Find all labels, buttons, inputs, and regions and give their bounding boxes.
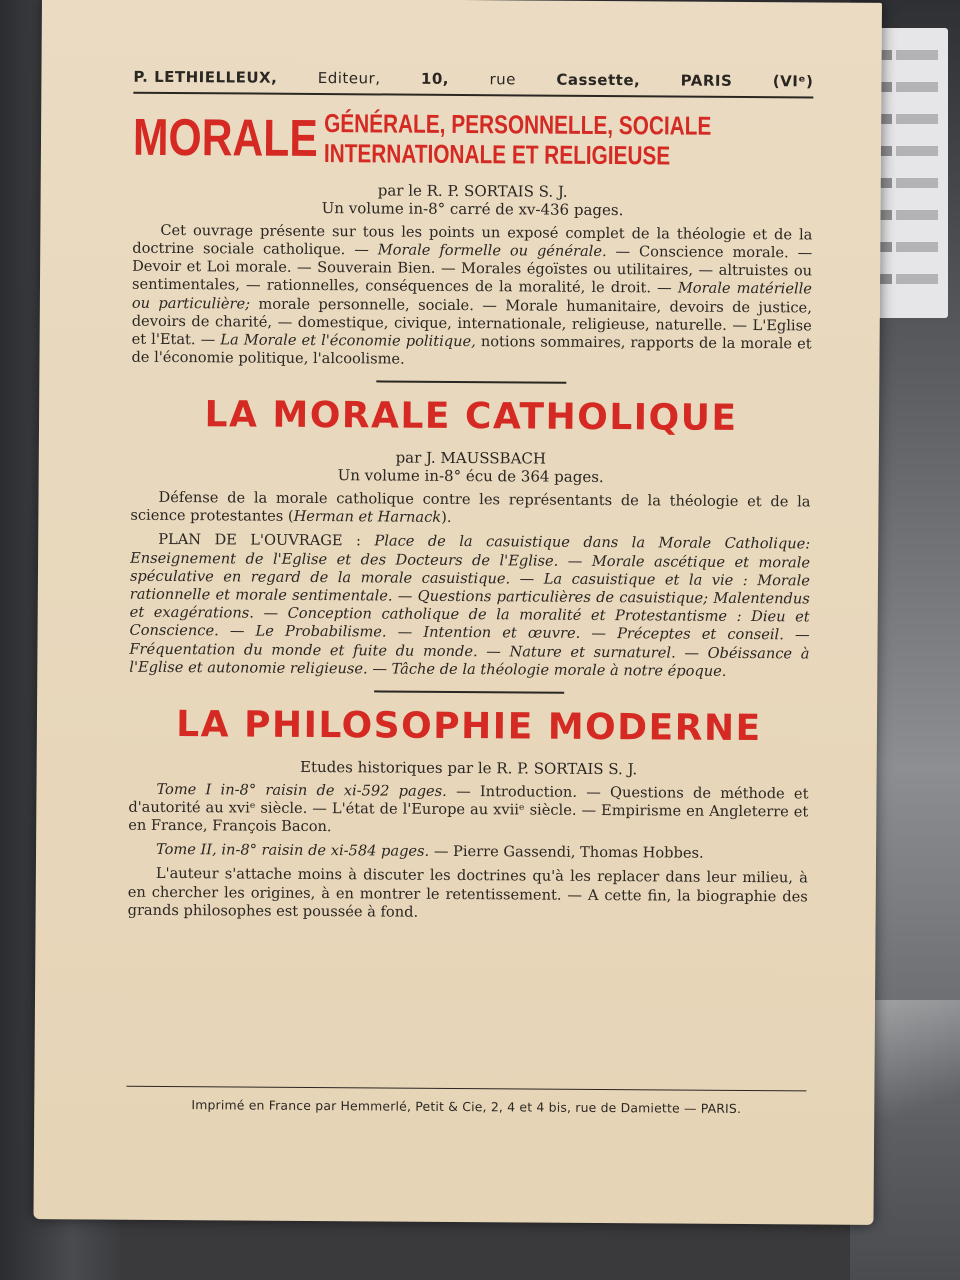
divider — [376, 381, 566, 384]
book1-volume: Un volume in-8° carré de xv-436 pages. — [321, 198, 624, 219]
book-back-cover — [33, 0, 882, 1225]
cover-content — [127, 67, 814, 1116]
book3-tome1: Tome I in-8° raisin de xi-592 pages. — Introduction. — Questions de méthode et d'autorité au xviᵉ siècle. — L'état de l'Europe au xviiᵉ siècle. — Empirisme en Angleterre et en France, François Bacon. — [128, 780, 809, 836]
address-number: 10, — [420, 69, 450, 88]
book1-subtitle-line1: GÉNÉRALE, PERSONNELLE, SOCIALE — [324, 108, 712, 141]
book2-author: par J. MAUSSBACH — [395, 448, 547, 468]
book1-subtitle-line2: INTERNATIONALE ET RELIGIEUSE — [323, 137, 671, 171]
book1-author: par le R. P. SORTAIS S. J. — [377, 181, 568, 201]
address-city: PARIS — [680, 71, 733, 90]
book3-tome2: Tome II, in-8° raisin de xi-584 pages. — Pierre Gassendi, Thomas Hobbes. — [156, 841, 704, 862]
address-district: (VIᵉ) — [772, 72, 814, 91]
address-street-word: rue — [489, 70, 516, 89]
publisher-role: Editeur, — [317, 68, 381, 88]
book3-title: LA PHILOSOPHIE MODERNE — [176, 704, 762, 750]
address-street: Cassette, — [556, 70, 641, 90]
book1-title — [133, 108, 813, 173]
book1-title-main: MORALE — [132, 108, 318, 168]
book3-author: Etudes historiques par le R. P. SORTAIS S. J. — [299, 757, 638, 778]
plastic-wrap — [870, 1000, 960, 1180]
book2-description: Défense de la morale catholique contre les représentants de la théologie et de la science protestantes (Herman et Harnack). — [130, 488, 811, 527]
book2-volume: Un volume in-8° écu de 364 pages. — [337, 466, 604, 487]
publisher-name: P. LETHIELLEUX, — [133, 67, 278, 87]
book1-description: Cet ouvrage présente sur tous les points un exposé complet de la théologie et de la doctrine sociale catholique. — Morale formelle ou générale. — Conscience morale. — Devoir et Loi morale. — Souverain Bien. — Morales égoïstes ou utilitaires, — altruistes ou sentimentales, — rationnelles, conséquences de la moralité, le droit. — Morale matérielle ou particulière; morale personnelle, sociale. — Morale humanitaire, devoirs de justice, devoirs de charité, — domestique, civique, internationale, religieuse, naturelle. — L'Eglise et l'Etat. — La Morale et l'économie politique, notions sommaires, rapports de la morale et de l'économie politique, l'alcoolisme. — [131, 221, 813, 368]
book2-title: LA MORALE CATHOLIQUE — [204, 394, 738, 440]
book3-description: L'auteur s'attache moins à discuter les doctrines qu'à les replacer dans leur milieu, à en chercher les origines, à en montrer le retentissement. — A cette fin, la biographie des grands philosophes est poussée à fond. — [127, 865, 808, 921]
book2-plan: PLAN DE L'OUVRAGE : Place de la casuistique dans la Morale Catholique: Enseignement de l'Eglise et des Docteurs de l'Eglise. — Morale ascétique et morale spéculative en regard de la morale casuistique. — La casuistique et la vie : Morale rationnelle et morale sentimentale. — Questions particulières de casuistique; Malentendus et exagérations. — Conception catholique de la moralité et Protestantisme : Dieu et Conscience. — Le Probabilisme. — Intention et œuvre. — Préceptes et conseil. — Fréquentation du monde et fuite du monde. — Nature et surnaturel. — Obéissance à l'Eglise et autonomie religieuse. — Tâche de la théologie morale à notre époque. — [129, 531, 811, 680]
publisher-header — [133, 68, 813, 99]
divider — [374, 690, 564, 693]
book1-subtitle — [324, 109, 712, 171]
printer-footer: Imprimé en France par Hemmerlé, Petit & Cie, 2, 4 et 4 bis, rue de Damiette — PARIS. — [126, 1086, 806, 1117]
